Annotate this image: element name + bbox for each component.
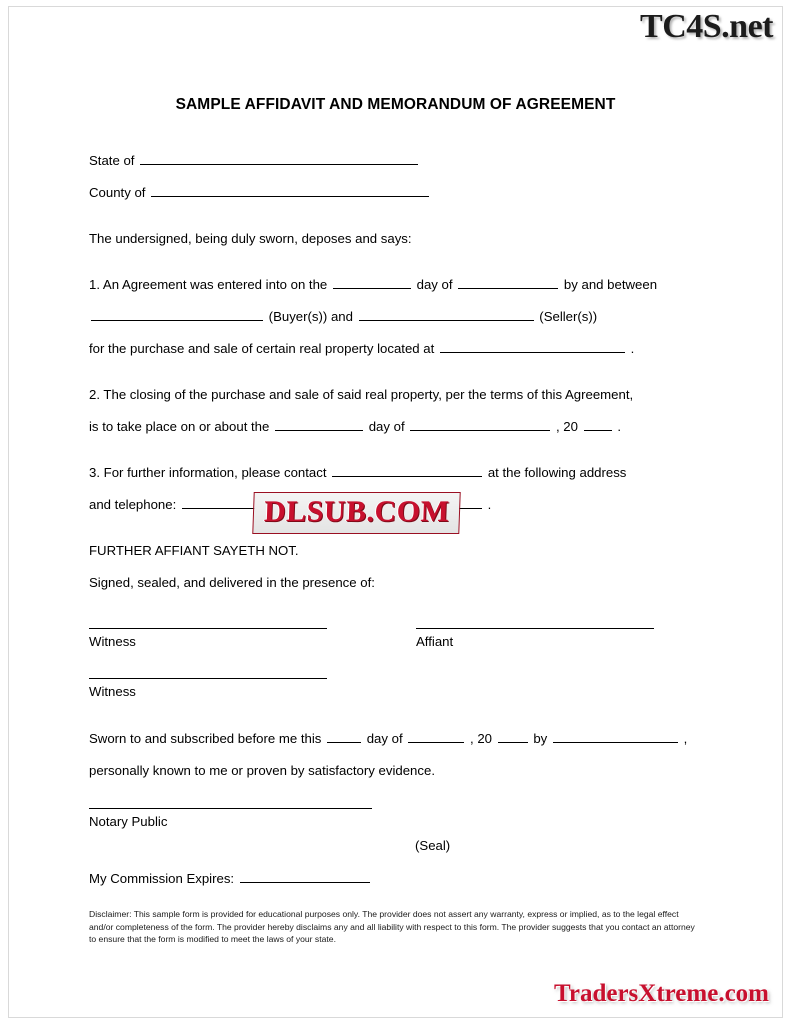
sworn-text-e: ,	[683, 731, 688, 746]
county-input-rule[interactable]	[151, 184, 429, 197]
sworn-year-rule[interactable]	[498, 730, 528, 743]
sworn-month-rule[interactable]	[408, 730, 464, 743]
clause3-text-b: at the following address	[487, 465, 627, 480]
clause2-line2	[89, 411, 689, 443]
spacer-2	[89, 255, 689, 269]
sworn-day-rule[interactable]	[327, 730, 361, 743]
brand-bottom-watermark: TradersXtreme.com	[554, 980, 769, 1007]
clause2-text-b: is to take place on or about the	[89, 419, 270, 434]
commission-input-rule[interactable]	[240, 870, 370, 883]
witness-1-rule[interactable]	[89, 628, 327, 629]
spacer-3	[89, 365, 689, 379]
clause3-text-d: .	[487, 497, 492, 512]
clause2-text-d: , 20	[555, 419, 578, 434]
seal-label: (Seal)	[415, 838, 451, 853]
clause1-text-e: (Seller(s))	[539, 309, 598, 324]
witness-2-label: Witness	[89, 684, 136, 699]
sworn-block	[89, 723, 689, 787]
sworn-name-rule[interactable]	[553, 730, 678, 743]
state-input-rule[interactable]	[140, 152, 418, 165]
intro-line: The undersigned, being duly sworn, deposes and says:	[89, 231, 412, 246]
clause1-text-b: day of	[416, 277, 453, 292]
sworn-text-d: by	[533, 731, 548, 746]
clause1-text-c: by and between	[563, 277, 658, 292]
clause2-text-e: .	[617, 419, 621, 434]
clause1-day-rule[interactable]	[333, 276, 411, 289]
clause1-text-g: .	[630, 341, 635, 356]
clause1-text-d: (Buyer(s)) and	[268, 309, 353, 324]
sworn-line1	[89, 723, 689, 755]
clause1-seller-rule[interactable]	[359, 308, 534, 321]
spacer-1	[89, 209, 689, 223]
affiant-signature	[416, 628, 654, 649]
clause3-line1	[89, 457, 689, 489]
clause1-text-a: 1. An Agreement was entered into on the	[89, 277, 328, 292]
center-watermark: DLSUB.COM	[252, 492, 461, 534]
presence-line: Signed, sealed, and delivered in the presence of:	[89, 575, 375, 590]
clause3-text-c: and telephone:	[89, 497, 177, 512]
clause1-property-rule[interactable]	[440, 340, 625, 353]
county-label: County of	[89, 185, 146, 200]
county-line	[89, 177, 689, 209]
clause1-line3	[89, 333, 689, 365]
disclaimer-text: Disclaimer: This sample form is provided for educational purposes only. The provider does not assert any warranty, express or implied, as to the legal effect and/or completeness of the form. The provider hereby disclaims any and all liability with respect to this form. The provider suggests that you contact an attorney to ensure that the form is modified to meet the laws of your state.	[89, 909, 695, 945]
clause3-contact-rule[interactable]	[332, 464, 482, 477]
notary-signature	[89, 808, 372, 829]
witness-1-signature	[89, 628, 327, 649]
further-affiant-line: FURTHER AFFIANT SAYETH NOT.	[89, 543, 299, 558]
sworn-text-c: , 20	[470, 731, 492, 746]
sworn-line2: personally known to me or proven by satisfactory evidence.	[89, 763, 435, 778]
clause2-day-rule[interactable]	[275, 418, 363, 431]
clause2-text-c: day of	[368, 419, 405, 434]
sworn-text-b: day of	[366, 731, 403, 746]
clause2-month-rule[interactable]	[410, 418, 550, 431]
sworn-text-a: Sworn to and subscribed before me this	[89, 731, 322, 746]
witness-2-signature	[89, 678, 327, 699]
brand-top-watermark: TC4S.net	[640, 8, 773, 45]
clause2-year-rule[interactable]	[584, 418, 612, 431]
notary-label: Notary Public	[89, 814, 168, 829]
clause2-line1: 2. The closing of the purchase and sale of said real property, per the terms of this Agreement,	[89, 387, 634, 402]
state-label: State of	[89, 153, 135, 168]
clause1-line2	[89, 301, 689, 333]
spacer-4	[89, 443, 689, 457]
clause1-text-f: for the purchase and sale of certain real property located at	[89, 341, 435, 356]
witness-1-label: Witness	[89, 634, 136, 649]
affiant-label: Affiant	[416, 634, 454, 649]
clause1-month-rule[interactable]	[458, 276, 558, 289]
page-title: SAMPLE AFFIDAVIT AND MEMORANDUM OF AGREEMENT	[175, 96, 616, 113]
clause1-line1	[89, 269, 689, 301]
witness-2-rule[interactable]	[89, 678, 327, 679]
clause3-text-a: 3. For further information, please contact	[89, 465, 327, 480]
clause1-buyer-rule[interactable]	[91, 308, 263, 321]
commission-expires-line	[89, 870, 372, 886]
notary-rule[interactable]	[89, 808, 372, 809]
state-line	[89, 145, 689, 177]
commission-label: My Commission Expires:	[89, 871, 235, 886]
affiant-rule[interactable]	[416, 628, 654, 629]
